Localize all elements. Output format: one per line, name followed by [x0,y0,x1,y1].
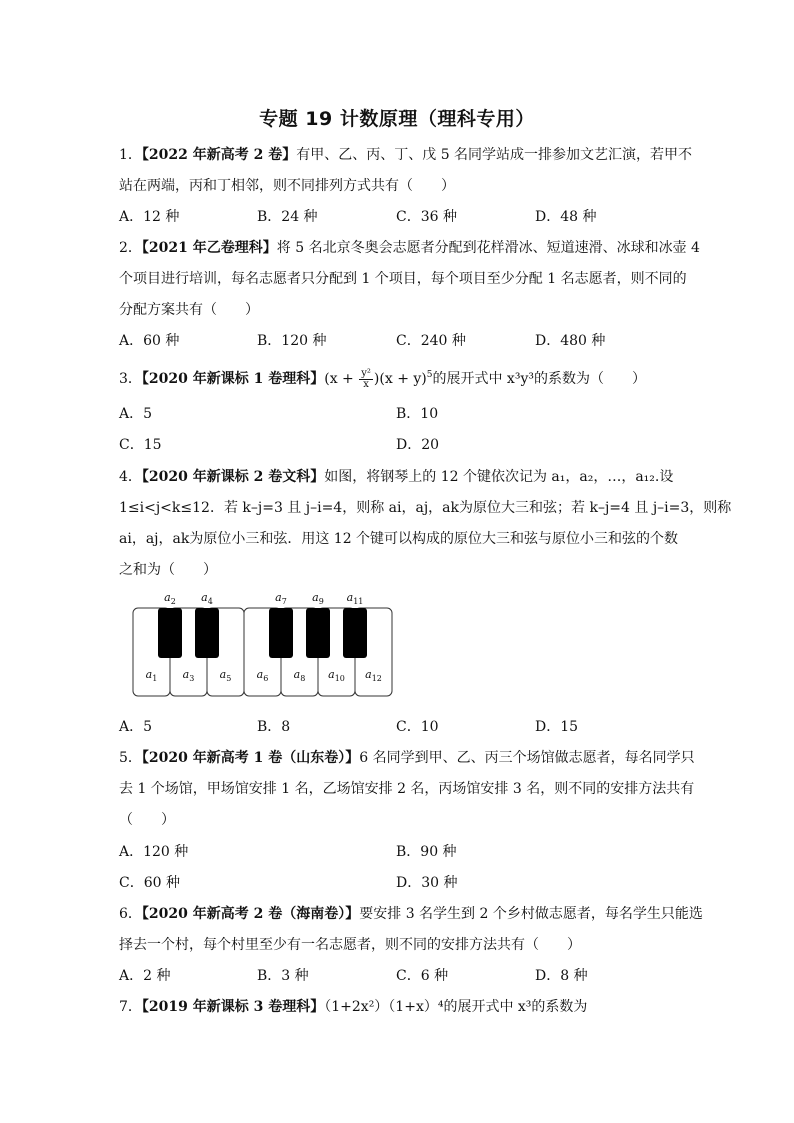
white-key-label-a10: $a_{10}$ [328,668,345,683]
q1-option-d[interactable]: D．48 种 [535,209,597,225]
q2-option-c[interactable]: C．240 种 [396,333,466,349]
q4-line-4: 之和为（ ） [119,562,217,578]
q5-option-d[interactable]: D．30 种 [396,875,458,891]
black-key-a2 [158,608,182,658]
q2-option-d[interactable]: D．480 种 [535,333,606,349]
piano-keys-diagram [130,588,400,700]
q6-option-d[interactable]: D．8 种 [535,968,588,984]
q5-option-b[interactable]: B．90 种 [396,844,457,860]
q1-line-2: 站在两端，丙和丁相邻，则不同排列方式共有（ ） [119,178,455,194]
white-key-label-a8: $a_8$ [293,668,306,683]
q4-line-3: ai，aj，ak为原位小三和弦．用这 12 个键可以构成的原位大三和弦与原位小三和弦的个数 [119,531,679,547]
q1-option-b[interactable]: B．24 种 [257,209,318,225]
q2-option-a[interactable]: A．60 种 [119,333,180,349]
q1-line-1: 1．【2022 年新高考 2 卷】有甲、乙、丙、丁、戊 5 名同学站成一排参加文艺汇演，若甲不 [119,147,693,163]
q3-option-a[interactable]: A．5 [119,406,153,422]
q4-option-c[interactable]: C．10 [396,719,439,735]
black-key-label-a2: $a_2$ [164,591,176,606]
q3-fraction: $\frac{\text{y²}}{x}$ [361,367,371,390]
black-key-label-a4: $a_4$ [201,591,213,606]
q2-line-1: 2．【2021 年乙卷理科】将 5 名北京冬奥会志愿者分配到花样滑冰、短道速滑、冰球和冰壶 4 [119,240,700,256]
q6-option-c[interactable]: C．6 种 [396,968,449,984]
q6-source: 【2020 年新高考 2 卷（海南卷）】 [141,906,360,922]
q5-line-2: 去 1 个场馆，甲场馆安排 1 名，乙场馆安排 2 名，丙场馆安排 3 名，则不同的安排方法共有 [119,781,695,797]
q3-option-b[interactable]: B．10 [396,406,439,422]
q6-option-a[interactable]: A．2 种 [119,968,171,984]
q4-line-1: 4．【2020 年新课标 2 卷文科】如图，将钢琴上的 12 个键依次记为 a₁，a₂，…，a₁₂.设 [119,469,674,485]
q4-option-d[interactable]: D．15 [535,719,579,735]
white-key-label-a5: $a_5$ [219,668,232,683]
q4-line-2: 1≤i<j<k≤12．若 k–j=3 且 j–i=4，则称 ai，aj，ak为原位大三和弦；若 k–j=4 且 j–i=3，则称 [119,500,732,516]
q5-line-1: 5．【2020 年新高考 1 卷（山东卷）】6 名同学到甲、乙、丙三个场馆做志愿者，每名同学只 [119,750,695,766]
q6-line-2: 择去一个村，每个村里至少有一名志愿者，则不同的安排方法共有（ ） [119,937,581,953]
q6-option-b[interactable]: B．3 种 [257,968,309,984]
q4-option-a[interactable]: A．5 [119,719,153,735]
black-key-a4 [195,608,219,658]
black-key-label-a11: $a_{11}$ [346,591,364,606]
q7-line-1: 7．【2019 年新课标 3 卷理科】（1+2x²）（1+x）⁴的展开式中 x³的系数为 [119,999,588,1015]
black-key-label-a7: $a_7$ [275,591,287,606]
q4-source: 【2020 年新课标 2 卷文科】 [141,469,325,485]
page-title: 专题 19 计数原理（理科专用） [259,108,535,130]
q5-source: 【2020 年新高考 1 卷（山东卷）】 [141,750,360,766]
white-key-label-a3: $a_3$ [182,668,195,683]
q1-source: 【2022 年新高考 2 卷】 [141,147,297,163]
white-key-label-a1: $a_1$ [145,668,158,683]
q3-option-d[interactable]: D．20 [396,437,440,453]
q2-line-3: 分配方案共有（ ） [119,302,259,318]
q1-option-a[interactable]: A．12 种 [119,209,180,225]
q5-option-c[interactable]: C．60 种 [119,875,180,891]
q4-option-b[interactable]: B．8 [257,719,291,735]
q2-option-b[interactable]: B．120 种 [257,333,327,349]
q3-expression: (x + $\frac{\text{y²}}{x}$ )$(x + y)^5$ [324,367,433,390]
q2-line-2: 个项目进行培训，每名志愿者只分配到 1 个项目，每个项目至少分配 1 名志愿者，则不同的 [119,271,687,287]
white-key-label-a12: $a_{12}$ [365,668,382,683]
black-key-a11 [343,608,367,658]
q2-source: 【2021 年乙卷理科】 [141,240,277,256]
q5-line-3: （ ） [119,812,175,828]
white-key-label-a6: $a_6$ [256,668,269,683]
q3-source: 【2020 年新课标 1 卷理科】 [141,371,325,387]
q6-line-1: 6．【2020 年新高考 2 卷（海南卷）】要安排 3 名学生到 2 个乡村做志愿者，每名学生只能选 [119,906,703,922]
q3-option-c[interactable]: C．15 [119,437,162,453]
black-key-label-a9: $a_9$ [312,591,324,606]
black-key-a9 [306,608,330,658]
q3-line-1: 3．【2020 年新课标 1 卷理科】(x + $\frac{\text{y²}}{x}$ )$(x + y)^5$的展开式中 x³y³的系数为（ ） [119,367,646,390]
q5-option-a[interactable]: A．120 种 [119,844,189,860]
q1-option-c[interactable]: C．36 种 [396,209,457,225]
q7-source: 【2019 年新课标 3 卷理科】 [141,999,325,1015]
black-key-a7 [269,608,293,658]
